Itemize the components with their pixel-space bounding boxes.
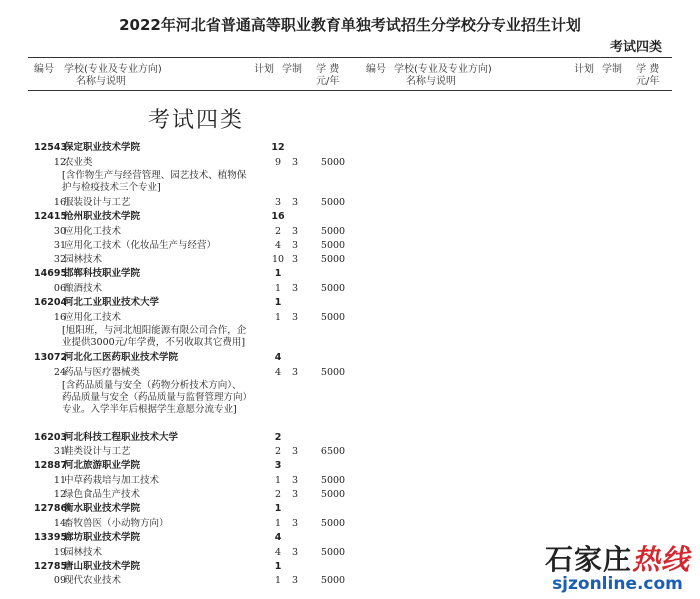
header-fee-line2: 元/年 <box>636 76 660 87</box>
school-plan: 4 <box>274 352 282 364</box>
major-years: 3 <box>291 156 299 168</box>
header-school-line2: 名称与说明 <box>406 76 456 87</box>
header-plan-right: 计划 <box>574 64 594 75</box>
major-code: 32 <box>53 254 66 266</box>
major-plan: 2 <box>274 225 282 237</box>
site-watermark <box>545 545 690 593</box>
major-name: 绿色食品生产技术 <box>64 489 141 501</box>
major-code: 24 <box>53 366 66 378</box>
major-fee: 5000 <box>320 546 346 558</box>
major-fee: 5000 <box>320 156 346 168</box>
watermark-logo-text <box>545 545 690 575</box>
major-code: 12 <box>53 489 66 501</box>
major-name: 服装设计与工艺 <box>64 197 131 209</box>
major-fee: 5000 <box>320 474 346 486</box>
major-fee: 5000 <box>320 240 346 251</box>
header-school-line1: 学校(专业及专业方向) <box>394 64 492 75</box>
major-code: 16 <box>53 311 66 323</box>
major-years: 3 <box>291 311 299 323</box>
header-fee-line1: 学 费 <box>636 64 660 75</box>
major-note-text: [旭阳班，与河北旭阳能源有限公司合作，企业提供3000元/年学费，不另收取其它费用] <box>62 324 247 348</box>
section-title: 考试四类 <box>148 108 245 133</box>
major-fee: 5000 <box>320 282 346 294</box>
major-name: 应用化工技术 <box>64 311 122 323</box>
header-plan-left: 计划 <box>254 64 274 75</box>
major-plan: 3 <box>274 197 282 209</box>
major-fee: 5000 <box>320 311 346 323</box>
school-plan: 1 <box>274 560 282 572</box>
school-name: 河北旅游职业学院 <box>64 460 141 472</box>
major-plan: 1 <box>274 282 282 294</box>
major-name: 畜牧兽医（小动物方向） <box>64 517 169 529</box>
major-fee: 5000 <box>320 225 346 237</box>
major-name: 酿酒技术 <box>64 282 103 294</box>
major-name: 中草药栽培与加工技术 <box>64 474 160 486</box>
watermark-red-text: 热线 <box>631 543 690 576</box>
major-fee: 6500 <box>320 446 346 458</box>
school-code: 12887 <box>34 460 68 472</box>
major-note-text: [含药品质量与安全（药物分析技术方向）、药品质量与安全（药品质量与监督管理方向）专业。入学半年后根据学生意愿分流专业] <box>62 379 248 415</box>
major-name: 农业类 <box>64 156 93 168</box>
major-plan: 1 <box>274 517 282 529</box>
school-code: 12786 <box>34 503 68 515</box>
major-years: 3 <box>291 517 299 529</box>
major-fee: 5000 <box>320 197 346 209</box>
major-years: 3 <box>291 366 299 378</box>
school-plan: 1 <box>274 297 282 309</box>
major-years: 3 <box>291 446 299 458</box>
header-school-line2: 名称与说明 <box>76 76 126 87</box>
school-name: 衡水职业技术学院 <box>64 503 141 515</box>
major-name: 园林技术 <box>64 254 103 266</box>
major-code: 14 <box>53 517 66 529</box>
header-school-line1: 学校(专业及专业方向) <box>64 64 162 75</box>
major-code: 31 <box>53 446 66 458</box>
school-name: 河北工业职业技术大学 <box>64 297 160 309</box>
major-years: 3 <box>291 240 299 251</box>
major-plan: 4 <box>274 546 282 558</box>
school-plan: 2 <box>274 431 282 443</box>
page-title: 2022年河北省普通高等职业教育单独考试招生分学校分专业招生计划 <box>119 16 581 34</box>
major-years: 3 <box>291 197 299 209</box>
major-plan: 1 <box>274 311 282 323</box>
major-years: 3 <box>291 575 299 587</box>
school-code: 12415 <box>34 211 68 223</box>
major-plan: 2 <box>274 446 282 458</box>
school-name: 唐山职业技术学院 <box>64 560 141 572</box>
header-years-right: 学制 <box>602 64 622 75</box>
school-plan: 1 <box>274 268 282 280</box>
watermark-black-text: 石家庄 <box>544 543 632 576</box>
major-code: 11 <box>53 474 66 486</box>
major-code: 09 <box>53 575 66 587</box>
school-plan: 4 <box>274 532 282 543</box>
major-fee: 5000 <box>320 254 346 266</box>
school-code: 12785 <box>34 560 68 572</box>
major-name: 应用化工技术（化妆品生产与经营） <box>64 240 217 251</box>
header-code-right: 编号 <box>366 64 386 75</box>
major-fee: 5000 <box>320 517 346 529</box>
school-code: 16203 <box>34 431 68 443</box>
major-code: 16 <box>53 197 66 209</box>
major-plan: 4 <box>274 366 282 378</box>
major-code: 30 <box>53 225 66 237</box>
major-plan: 4 <box>274 240 282 251</box>
header-years-left: 学制 <box>282 64 302 75</box>
major-plan: 9 <box>274 156 282 168</box>
school-plan: 3 <box>274 460 282 472</box>
header-fee-line2: 元/年 <box>316 76 340 87</box>
watermark-url: sjzonline.com <box>552 574 683 594</box>
school-name: 沧州职业技术学院 <box>64 211 141 223</box>
major-fee: 5000 <box>320 575 346 587</box>
header-code-left: 编号 <box>34 64 54 75</box>
school-plan: 16 <box>271 211 285 223</box>
major-note-text: [含作物生产与经营管理、园艺技术、植物保护与检疫技术三个专业] <box>62 169 247 193</box>
header-fee-line1: 学 费 <box>316 64 340 75</box>
major-years: 3 <box>291 546 299 558</box>
major-name: 应用化工技术 <box>64 225 122 237</box>
major-code: 19 <box>53 546 66 558</box>
major-plan: 10 <box>271 254 285 266</box>
school-plan: 1 <box>274 503 282 515</box>
major-plan: 1 <box>274 575 282 587</box>
school-code: 13395 <box>34 532 68 543</box>
school-code: 16204 <box>34 297 68 309</box>
major-plan: 2 <box>274 489 282 501</box>
major-code: 12 <box>53 156 66 168</box>
major-name: 现代农业技术 <box>64 575 122 587</box>
major-years: 3 <box>291 254 299 266</box>
school-name: 保定职业技术学院 <box>64 142 141 153</box>
major-years: 3 <box>291 225 299 237</box>
major-name: 鞋类设计与工艺 <box>64 446 131 458</box>
school-code: 14695 <box>34 268 68 280</box>
school-name: 廊坊职业技术学院 <box>64 532 141 543</box>
major-years: 3 <box>291 489 299 501</box>
school-name: 河北化工医药职业技术学院 <box>64 352 179 364</box>
school-code: 12543 <box>34 142 68 153</box>
major-name: 药品与医疗器械类 <box>64 366 141 378</box>
school-name: 河北科技工程职业技术大学 <box>64 431 179 443</box>
major-name: 园林技术 <box>64 546 103 558</box>
school-plan: 12 <box>271 142 285 153</box>
major-fee: 5000 <box>320 489 346 501</box>
major-code: 31 <box>53 240 66 251</box>
major-code: 06 <box>53 282 66 294</box>
major-plan: 1 <box>274 474 282 486</box>
school-code: 13072 <box>34 352 68 364</box>
major-fee: 5000 <box>320 366 346 378</box>
major-years: 3 <box>291 474 299 486</box>
major-years: 3 <box>291 282 299 294</box>
school-name: 邯郸科技职业学院 <box>64 268 141 280</box>
category-tag: 考试四类 <box>609 40 662 55</box>
